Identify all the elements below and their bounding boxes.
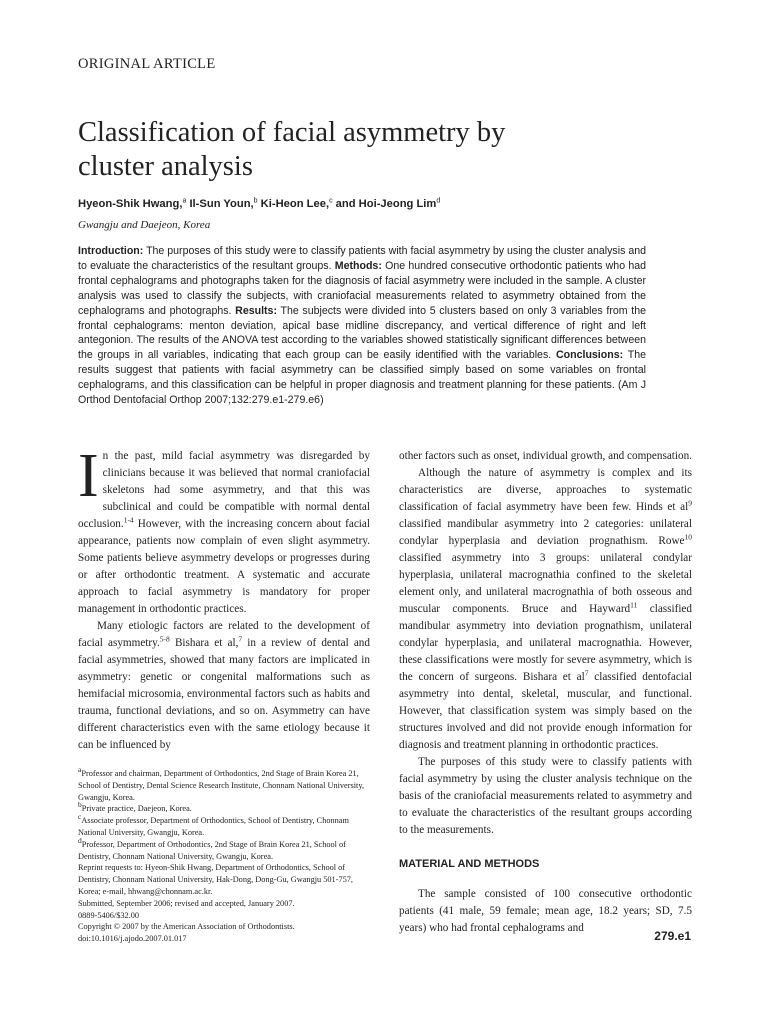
citation-ref: 10 bbox=[684, 532, 692, 542]
page-number: 279.e1 bbox=[654, 929, 691, 943]
author-name: Il-Sun Youn, bbox=[186, 198, 254, 210]
abstract-intro: The purposes of this study were to classify patients with facial asymmetry by using the cluster analysis and to evaluate the characteristics of the resultant groups. bbox=[78, 245, 646, 272]
section-label: ORIGINAL ARTICLE bbox=[78, 56, 216, 72]
footnote-mark: d bbox=[78, 836, 82, 846]
abstract-results-label: Results: bbox=[235, 304, 277, 317]
footnote bbox=[78, 812, 370, 839]
author-affiliation-mark: c bbox=[329, 197, 333, 205]
author-name: and Hoi-Jeong Lim bbox=[332, 198, 437, 210]
footnote bbox=[78, 800, 370, 815]
body-text: classified asymmetry into 3 groups: unilateral condylar hyperplasia, unilateral macrognathia confined to the skeletal element only, and unilateral macrognathia of both osseous and muscular components. Bruce and Hayward bbox=[399, 552, 692, 615]
body-text: classified mandibular asymmetry into deviation prognathism, unilateral condylar hyperplasia, and unilateral macrognathia. However, these classifications were mostly for severe asymmetry, which is the concern of surgeons. Bishara et al bbox=[399, 603, 692, 683]
issn: 0889-5406/$32.00 bbox=[78, 910, 140, 920]
footnote-mark: a bbox=[78, 765, 82, 775]
title-line-2: cluster analysis bbox=[78, 151, 253, 182]
body-text: Many etiologic factors are related to the development of facial asymmetry. bbox=[78, 620, 370, 649]
body-paragraph: other factors such as onset, individual growth, and compensation. bbox=[399, 450, 692, 462]
body-text: However, with the increasing concern about facial appearance, patients now complain of even slight asymmetry. Some patients believe asymmetry develops or progresses during or after orthodontic treatment. A systematic and accurate approach to facial asymmetry is mandatory for proper management in orthodontic practices. bbox=[78, 518, 370, 615]
footnote-mark: c bbox=[78, 812, 82, 822]
author-list bbox=[78, 198, 440, 210]
footnote bbox=[78, 836, 370, 863]
drop-cap: I bbox=[78, 442, 99, 510]
author-affiliation-mark: a bbox=[182, 197, 187, 205]
citation-ref: 11 bbox=[630, 600, 638, 610]
footnote-mark: b bbox=[78, 800, 82, 810]
citation-ref: 9 bbox=[688, 498, 692, 508]
body-text: n the past, mild facial asymmetry was disregarded by clinicians because it was believed that normal craniofacial skeletons had some asymmetry, and that this was subclinical and could be compatible with normal dental occlusion. bbox=[78, 450, 370, 530]
citation-ref: 7 bbox=[584, 668, 589, 678]
abstract-results: The subjects were divided into 5 clusters based on only 3 variables from the frontal cephalograms: menton deviation, apical base midline discrepancy, and vertical difference of right and left antegonion. The results of the ANOVA test according to the variables showed statistically significant differences between the groups in all variables, indicating that each group can be easily identified with the variables. bbox=[78, 304, 646, 362]
abstract-conclusions-label: Conclusions: bbox=[556, 349, 624, 362]
abstract-conclusions: The results suggest that patients with facial asymmetry can be classified simply based on some variables on frontal cephalograms, and this classification can be helpful in proper diagnosis and treatment planning for these patients. (Am J Orthod Dentofacial Orthop 2007;132:279.e1-279.e6) bbox=[78, 349, 646, 407]
left-column bbox=[78, 442, 370, 754]
submission-dates: Submitted, September 2006; revised and accepted, January 2007. bbox=[78, 898, 295, 908]
body-text: Bishara et al, bbox=[169, 637, 239, 649]
body-paragraph bbox=[78, 618, 370, 754]
footnote bbox=[78, 765, 370, 803]
footnote-text: Associate professor, Department of Orthodontics, School of Dentistry, Chonnam National University, Gwangju, Korea. bbox=[78, 816, 349, 837]
article-title bbox=[78, 116, 638, 184]
body-text: in a review of dental and facial asymmetries, showed that many factors are implicated in asymmetry: genetic or congenital malformations such as hemifacial microsomia, environmental factors such as habits and trauma, functional deviations, and so on. Asymmetry can have different characteristics even with the same etiology because it can be influenced by bbox=[78, 637, 370, 751]
footnote-text: Professor, Department of Orthodontics, 2nd Stage of Brain Korea 21, School of Dentistry, Chonnam National University, Gwangju, Korea. bbox=[78, 839, 346, 861]
footnotes bbox=[78, 765, 370, 945]
body-paragraph: The purposes of this study were to classify patients with facial asymmetry by using the cluster analysis technique on the basis of the craniofacial measurements related to asymmetry and to evaluate the characteristics of the resultant groups according to the measurements. bbox=[399, 756, 692, 836]
citation-ref: 1-4 bbox=[123, 515, 134, 525]
author-name: Ki-Heon Lee, bbox=[257, 198, 330, 210]
doi-link[interactable]: doi:10.1016/j.ajodo.2007.01.017 bbox=[78, 934, 187, 944]
citation-ref: 5-8 bbox=[159, 634, 170, 644]
footnote-text: Professor and chairman, Department of Orthodontics, 2nd Stage of Brain Korea 21, School of Dentistry, Dental Science Research Institute, Chonnam National University, Gwangju, Korea. bbox=[78, 769, 365, 802]
body-paragraph bbox=[78, 442, 370, 618]
affiliation-location: Gwangju and Daejeon, Korea bbox=[78, 219, 211, 231]
body-text: classified dentofacial asymmetry into dental, skeletal, muscular, and functional. However, that classification system was simply based on the structures involved and did not provide enough information for diagnosis and treatment planning in orthodontic practices. bbox=[399, 671, 692, 751]
body-text: Although the nature of asymmetry is complex and its characteristics are diverse, approaches to systematic classification of facial asymmetry have been few. Hinds et al bbox=[399, 467, 692, 513]
right-column bbox=[399, 448, 692, 937]
abstract-intro-label: Introduction: bbox=[78, 245, 144, 257]
abstract-methods: One hundred consecutive orthodontic patients who had frontal cephalograms and photographs taken for the diagnosis of facial asymmetry were included in the sample. A cluster analysis was used to classify the subjects, with craniofacial measurements related to asymmetry obtained from the cephalograms and photographs. bbox=[78, 259, 646, 317]
body-text: classified mandibular asymmetry into 2 categories: unilateral condylar hyperplasia and deviation prognathism. Rowe bbox=[399, 518, 692, 547]
citation-ref: 7 bbox=[238, 634, 243, 644]
author-affiliation-mark: b bbox=[253, 197, 258, 205]
copyright: Copyright © 2007 by the American Association of Orthodontists. bbox=[78, 922, 295, 932]
body-paragraph: The sample consisted of 100 consecutive orthodontic patients (41 male, 59 female; mean age, 18.2 years; SD, 7.5 years) who had frontal cephalograms and bbox=[399, 888, 692, 934]
author-name: Hyeon-Shik Hwang, bbox=[78, 198, 183, 210]
title-line-1: Classification of facial asymmetry by bbox=[78, 117, 506, 148]
abstract-methods-label: Methods: bbox=[334, 259, 382, 272]
body-paragraph bbox=[399, 465, 692, 754]
author-affiliation-mark: d bbox=[436, 197, 441, 205]
reprint-requests: Reprint requests to: Hyeon-Shik Hwang, Department of Orthodontics, School of Dentistry, Chonnam National University, Hak-Dong, Dong-Gu, Gwangju 501-757, Korea; e-mail, hhwang@chonnam.ac.kr. bbox=[78, 863, 353, 896]
footnote-text: Private practice, Daejeon, Korea. bbox=[81, 804, 192, 814]
section-heading: MATERIAL AND METHODS bbox=[399, 858, 540, 870]
abstract bbox=[78, 244, 646, 408]
